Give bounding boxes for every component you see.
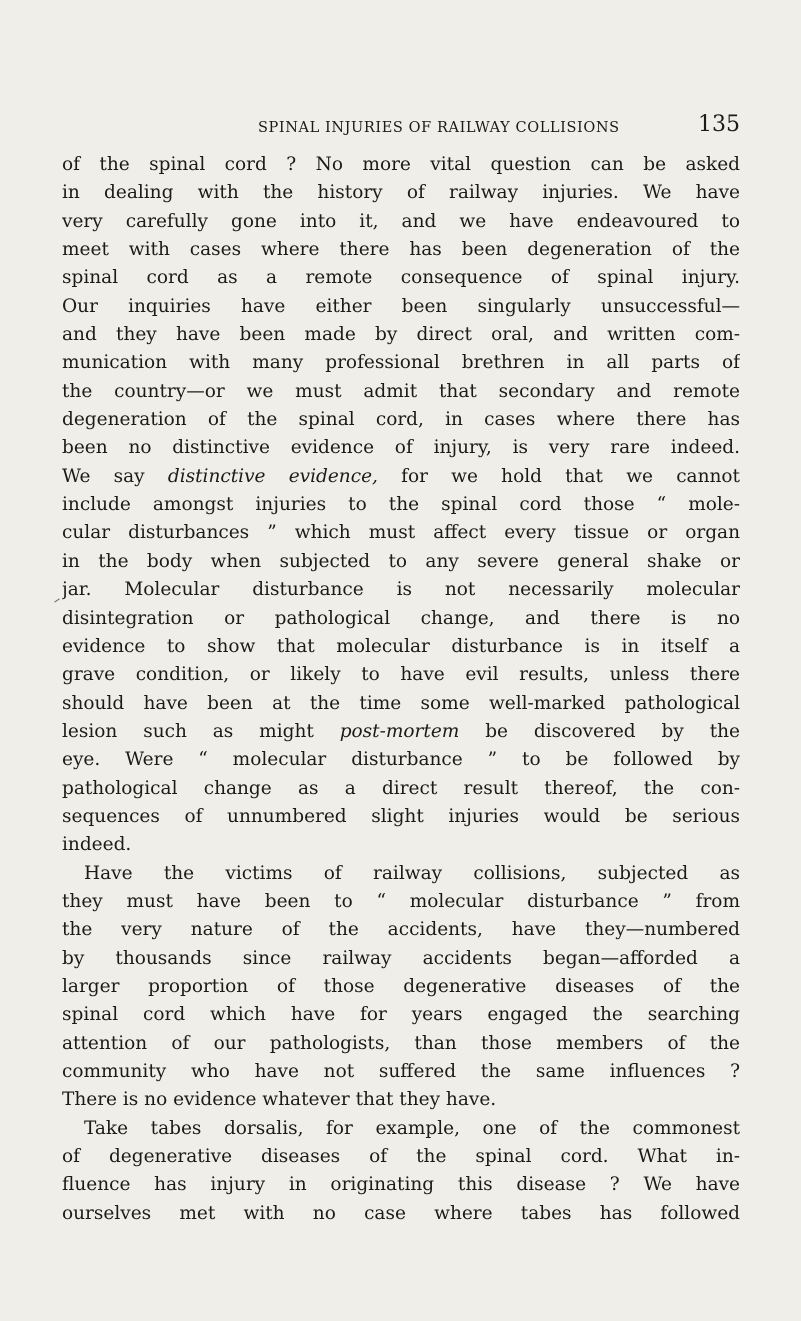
text-line <box>62 264 740 292</box>
text-line <box>62 973 740 1001</box>
text-line <box>62 718 740 746</box>
line-text: meet with cases where there has been degeneration of the <box>62 239 740 261</box>
text-line <box>62 293 740 321</box>
line-text: grave condition, or likely to have evil results, unless there <box>62 664 740 686</box>
running-title: SPINAL INJURIES OF RAILWAY COLLISIONS <box>258 120 620 136</box>
line-text: larger proportion of those degenerative diseases of the <box>62 975 740 997</box>
line-text: eye. Were “ molecular disturbance ” to be followed by <box>62 749 740 771</box>
line-text: pathological change as a direct result thereof, the con- <box>62 777 740 799</box>
line-text: Take tabes dorsalis, for example, one of the commonest <box>84 1117 740 1139</box>
text-line <box>62 406 740 434</box>
line-text: lesion such as might <box>62 720 340 742</box>
body-text <box>62 151 740 1228</box>
line-text: evidence to show that molecular disturbance is in itself a <box>62 635 740 657</box>
line-text: disintegration or pathological change, and there is no <box>62 607 740 629</box>
text-line <box>62 945 740 973</box>
text-line <box>62 208 740 236</box>
text-line <box>62 605 740 633</box>
line-text: jar. Molecular disturbance is not necessarily molecular <box>62 579 740 601</box>
line-text: There is no evidence whatever that they have. <box>62 1089 497 1111</box>
text-line <box>62 463 740 491</box>
page-number: 135 <box>698 112 740 137</box>
text-line <box>62 1115 740 1143</box>
line-text: of the spinal cord ? No more vital question can be asked <box>62 154 740 175</box>
running-head <box>62 112 740 142</box>
text-line <box>62 349 740 377</box>
margin-mark <box>54 598 59 602</box>
line-text: Our inquiries have either been singularly unsuccessful— <box>62 295 740 317</box>
line-text: in the body when subjected to any severe general shake or <box>62 550 740 572</box>
text-line <box>62 1030 740 1058</box>
line-text: cular disturbances ” which must affect every tissue or organ <box>62 522 740 544</box>
line-text: fluence has injury in originating this disease ? We have <box>62 1174 740 1196</box>
text-line <box>62 378 740 406</box>
text-line <box>62 661 740 689</box>
text-line <box>62 434 740 462</box>
line-text: been no distinctive evidence of injury, is very rare indeed. <box>62 437 740 459</box>
text-line <box>62 1200 740 1228</box>
line-text-after: for we hold that we cannot <box>377 465 740 487</box>
text-line <box>62 321 740 349</box>
line-text-after: be discovered by the <box>459 720 740 742</box>
line-text: by thousands since railway accidents began—afforded a <box>62 947 740 969</box>
line-text: spinal cord which have for years engaged the searching <box>62 1004 740 1026</box>
line-text: in dealing with the history of railway injuries. We have <box>62 182 740 204</box>
line-text: We say <box>62 465 168 487</box>
text-line <box>62 491 740 519</box>
line-text: of degenerative diseases of the spinal cord. What in- <box>62 1146 740 1168</box>
text-line <box>62 746 740 774</box>
text-line <box>62 888 740 916</box>
line-text: attention of our pathologists, than those members of the <box>62 1032 740 1054</box>
text-line <box>62 1143 740 1171</box>
line-text: sequences of unnumbered slight injuries would be serious <box>62 805 740 827</box>
text-line <box>62 775 740 803</box>
text-line <box>62 1171 740 1199</box>
line-text: should have been at the time some well-marked pathological <box>62 692 740 714</box>
line-text: ourselves met with no case where tabes has followed <box>62 1202 740 1224</box>
line-text: the country—or we must admit that secondary and remote <box>62 380 740 402</box>
text-line <box>62 1058 740 1086</box>
text-line <box>62 916 740 944</box>
text-line <box>62 576 740 604</box>
line-text: include amongst injuries to the spinal cord those “ mole- <box>62 494 740 516</box>
line-text: very carefully gone into it, and we have endeavoured to <box>62 210 740 232</box>
text-line <box>62 1001 740 1029</box>
line-text: the very nature of the accidents, have they—numbered <box>62 919 740 941</box>
text-line <box>62 633 740 661</box>
text-line <box>62 151 740 179</box>
italic-phrase: distinctive evidence, <box>167 465 378 487</box>
line-text: they must have been to “ molecular disturbance ” from <box>62 890 740 912</box>
text-line <box>62 803 740 831</box>
line-text: munication with many professional brethren in all parts of <box>62 352 740 374</box>
italic-phrase: post-mortem <box>339 720 460 742</box>
line-text: and they have been made by direct oral, and written com- <box>62 324 740 346</box>
line-text: spinal cord as a remote consequence of spinal injury. <box>62 267 740 289</box>
line-text: community who have not suffered the same influences ? <box>62 1061 740 1082</box>
line-text: indeed. <box>62 834 132 856</box>
text-line <box>62 548 740 576</box>
text-line <box>62 831 740 859</box>
line-text: Have the victims of railway collisions, subjected as <box>84 862 740 884</box>
text-line <box>62 690 740 718</box>
line-text: degeneration of the spinal cord, in cases where there has <box>62 409 740 431</box>
text-line <box>62 179 740 207</box>
text-line <box>62 236 740 264</box>
text-line <box>62 1086 740 1114</box>
text-line <box>62 519 740 547</box>
text-line <box>62 860 740 888</box>
